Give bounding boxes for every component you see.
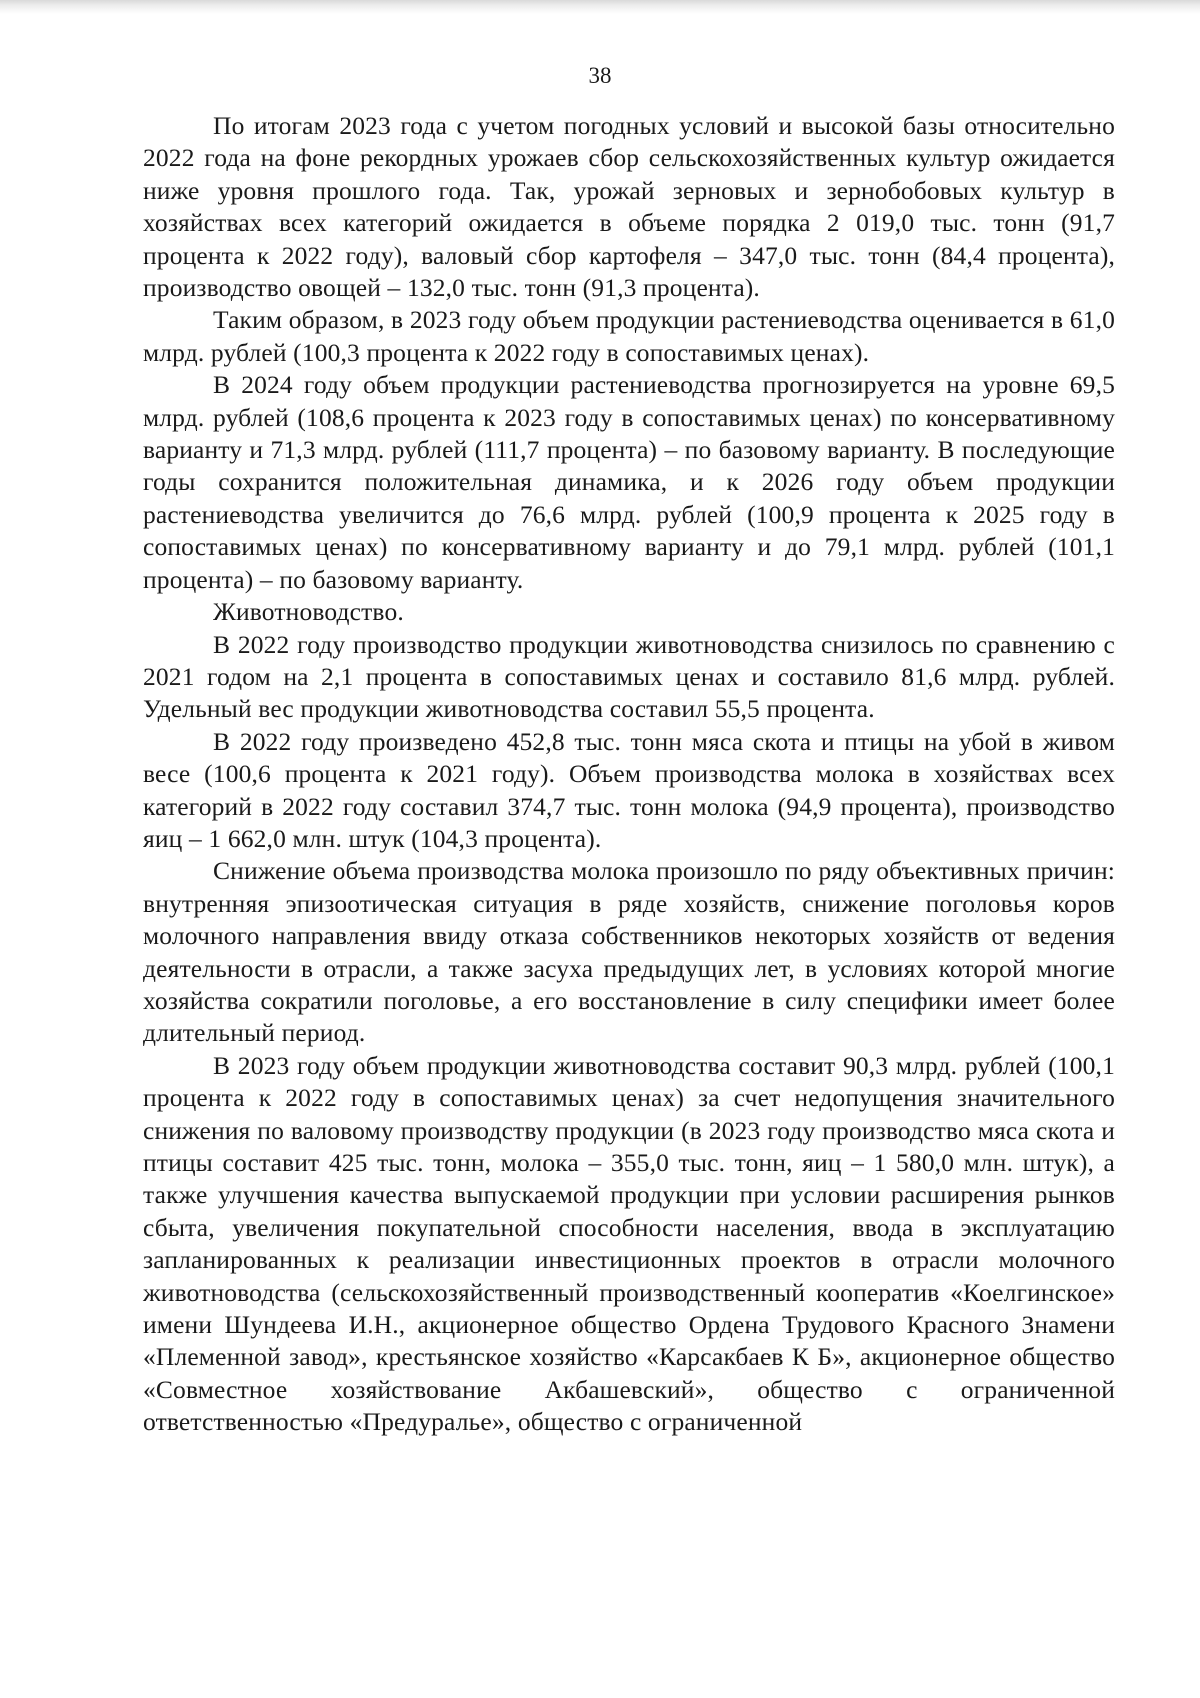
paragraph-crop-output-2023: Таким образом, в 2023 году объем продукции растениеводства оценивается в 61,0 млрд. рублей (100,3 процента к 2022 году в сопоставимых ценах). [143,305,1115,367]
paragraph-meat-milk-eggs-2022: В 2022 году произведено 452,8 тыс. тонн мяса скота и птицы на убой в живом весе (100,6 процента к 2021 году). Объем производства молока в хозяйствах всех категорий в 2022 году составил 374,7 тыс. тонн молока (94,9 процента), производство яиц – 1 662,0 млн. штук (104,3 процента). [143,726,1115,853]
paragraph-crop-harvest: По итогам 2023 года с учетом погодных условий и высокой базы относительно 2022 года на фоне рекордных урожаев сбор сельскохозяйственных культур ожидается ниже уровня прошлого года. Так, урожай зерновых и зернобобовых культур в хозяйствах всех категорий ожидается в объеме порядка 2 019,0 тыс. тонн (91,7 процента к 2022 году), валовый сбор картофеля – 347,0 тыс. тонн (84,4 процента), производство овощей – 132,0 тыс. тонн (91,3 процента). [143,111,1115,303]
paragraph-crop-forecast: В 2024 году объем продукции растениеводства прогнозируется на уровне 69,5 млрд. рублей (108,6 процента к 2023 году в сопоставимых ценах) по консервативному варианту и 71,3 млрд. рублей (111,7 процента) – по базовому варианту. В последующие годы сохранится положительная динамика, и к 2026 году объем продукции растениеводства увеличится до 76,6 млрд. рублей (100,9 процента к 2025 году в сопоставимых ценах) по консервативному варианту и до 79,1 млрд. рублей (101,1 процента) – по базовому варианту. [143,370,1115,594]
scan-edge [0,0,1200,14]
paragraph-livestock-2023: В 2023 году объем продукции животноводства составит 90,3 млрд. рублей (100,1 процента к 2022 году в сопоставимых ценах) за счет недопущения значительного снижения по валовому производству продукции (в 2023 году производство мяса скота и птицы составит 425 тыс. тонн, молока – 355,0 тыс. тонн, яиц – 1 580,0 млн. штук), а также улучшения качества выпускаемой продукции при условии расширения рынков сбыта, увеличения покупательной способности населения, ввода в эксплуатацию запланированных к реализации инвестиционных проектов в отрасли молочного животноводства (сельскохозяйственный производственный кооператив «Коелгинское» имени Шундеева И.Н., акционерное общество Ордена Трудового Красного Знамени «Племенной завод», крестьянское хозяйство «Карсакбаев К Б», акционерное общество «Совместное хозяйствование Акбашевский», общество с ограниченной ответственностью «Предуралье», общество с ограниченной [143,1050,1115,1437]
paragraph-milk-decline: Снижение объема производства молока произошло по ряду объективных причин: внутренняя эпизоотическая ситуация в ряде хозяйств, снижение поголовья коров молочного направления ввиду отказа собственников некоторых хозяйств от ведения деятельности в отрасли, а также засуха предыдущих лет, в условиях которой многие хозяйства сократили поголовье, а его восстановление в силу специфики имеет более длительный период. [143,856,1115,1048]
page-number: 38 [588,63,612,88]
section-heading-livestock: Животноводство. [213,597,404,627]
document-body [143,110,1115,1439]
paragraph-livestock-2022: В 2022 году производство продукции животноводства снизилось по сравнению с 2021 годом на 2,1 процента в сопоставимых ценах и составило 81,6 млрд. рублей. Удельный вес продукции животноводства составил 55,5 процента. [143,629,1115,724]
